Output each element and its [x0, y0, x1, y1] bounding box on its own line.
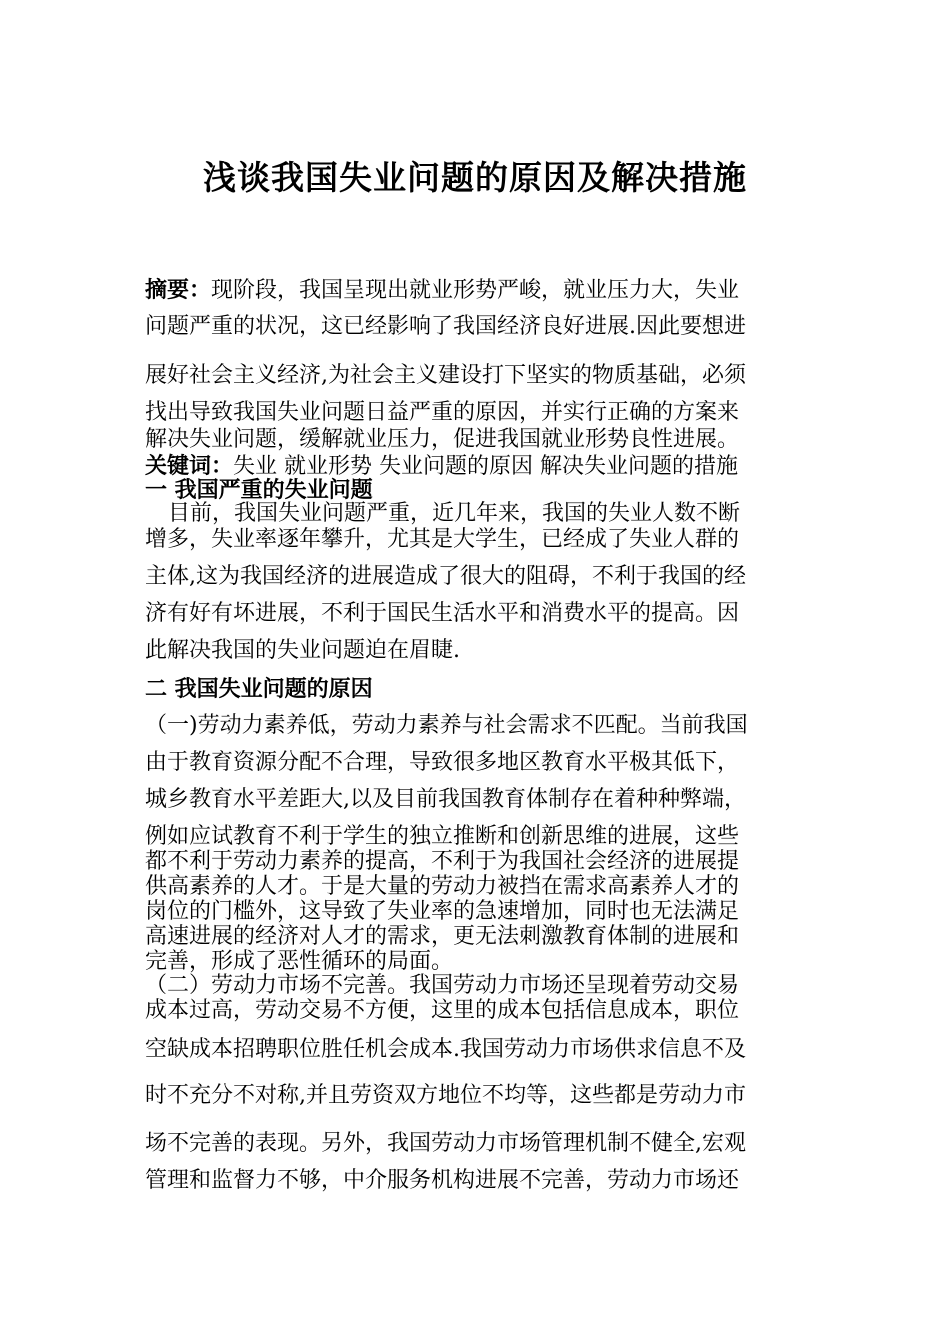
keywords-label: 关键词： [145, 453, 234, 479]
paragraph-line: 由于教育资源分配不合理，导致很多地区教育水平极其低下， [145, 750, 740, 775]
paragraph-line: 主体,这为我国经济的进展造成了很大的阻碍，不利于我国的经 [145, 564, 746, 589]
abstract-text: 现阶段，我国呈现出就业形势严峻，就业压力大，失业 [211, 278, 740, 303]
paragraph-line: （二）劳动力市场不完善。我国劳动力市场还呈现着劳动交易 [145, 973, 740, 998]
paragraph-line: 例如应试教育不利于学生的独立推断和创新思维的进展，这些 [145, 824, 740, 849]
document-title: 浅谈我国失业问题的原因及解决措施 [203, 158, 747, 197]
abstract-line: 解决失业问题，缓解就业压力，促进我国就业形势良性进展。 [145, 427, 740, 452]
abstract-line [145, 276, 805, 305]
paragraph-line: 高速进展的经济对人才的需求，更无法刺激教育体制的进展和 [145, 924, 740, 949]
paragraph-line: 时不充分不对称,并且劳资双方地位不均等，这些都是劳动力市 [145, 1083, 746, 1108]
abstract-line: 找出导致我国失业问题日益严重的原因，并实行正确的方案来 [145, 400, 740, 425]
paragraph-line: （一)劳动力素养低，劳动力素养与社会需求不匹配。当前我国 [145, 713, 748, 738]
section-heading: 一 我国严重的失业问题 [145, 477, 373, 503]
section-heading: 二 我国失业问题的原因 [145, 676, 373, 702]
keywords-text: 失业 就业形势 失业问题的原因 解决失业问题的措施 [233, 454, 738, 479]
paragraph-line: 完善，形成了恶性循环的局面。 [145, 949, 454, 974]
paragraph-line: 增多，失业率逐年攀升，尤其是大学生，已经成了失业人群的 [145, 527, 740, 552]
paragraph-line: 空缺成本招聘职位胜任机会成本.我国劳动力市场供求信息不及 [145, 1037, 746, 1062]
paragraph-line: 城乡教育水平差距大,以及目前我国教育体制存在着种种弊端， [145, 787, 746, 812]
paragraph-line: 场不完善的表现。另外，我国劳动力市场管理机制不健全,宏观 [145, 1131, 746, 1156]
paragraph-line: 管理和监督力不够，中介服务机构进展不完善，劳动力市场还 [145, 1168, 740, 1193]
paragraph-line: 此解决我国的失业问题迫在眉睫. [145, 638, 460, 663]
paragraph-line: 成本过高，劳动交易不方便，这里的成本包括信息成本，职位 [145, 998, 740, 1023]
paragraph-line: 都不利于劳动力素养的提高，不利于为我国社会经济的进展提 [145, 849, 740, 874]
paragraph-line: 济有好有坏进展，不利于国民生活水平和消费水平的提高。因 [145, 601, 740, 626]
abstract-label: 摘要： [145, 277, 212, 303]
abstract-line: 问题严重的状况，这已经影响了我国经济良好进展.因此要想进 [145, 314, 746, 339]
paragraph-line: 岗位的门槛外，这导致了失业率的急速增加，同时也无法满足 [145, 899, 740, 924]
abstract-line: 展好社会主义经济,为社会主义建设打下坚实的物质基础，必须 [145, 363, 746, 388]
paragraph-line: 目前，我国失业问题严重，近几年来，我国的失业人数不断 [168, 501, 741, 526]
paragraph-line: 供高素养的人才。于是大量的劳动力被挡在需求高素养人才的 [145, 874, 740, 899]
